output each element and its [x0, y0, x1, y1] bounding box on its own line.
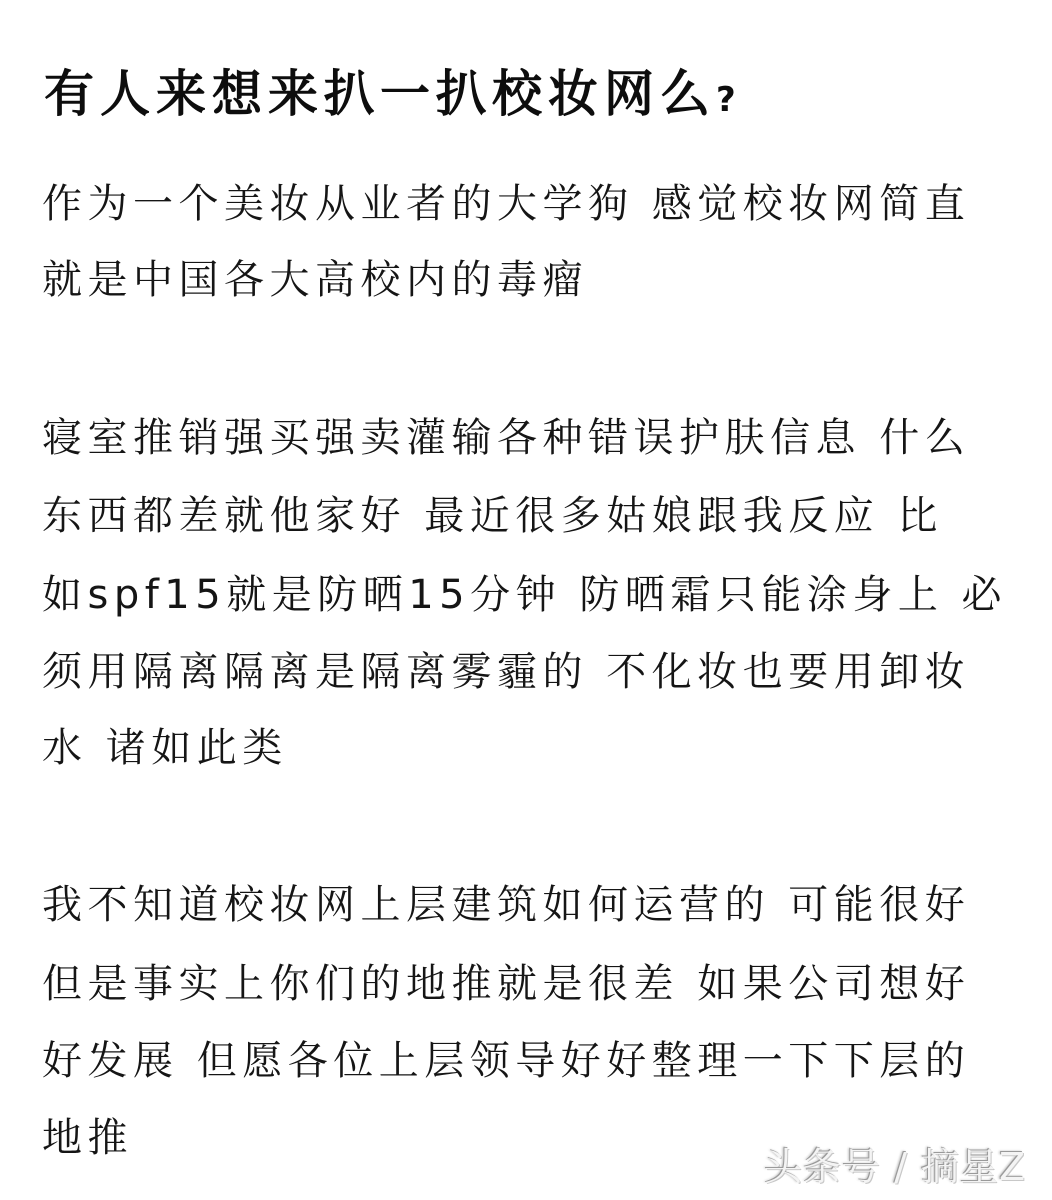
source-watermark: 头条号 / 摘星Z — [764, 1145, 1026, 1189]
paragraph-line: 地推 — [42, 1115, 133, 1161]
article-title — [44, 62, 742, 132]
paragraph-line: 好发展 但愿各位上层领导好好整理一下下层的 — [42, 1038, 971, 1084]
title-text: 有人来想来扒一扒校妆网么 — [44, 65, 716, 123]
paragraph-line: 我不知道校妆网上层建筑如何运营的 可能很好 — [42, 882, 971, 928]
paragraph-line: 就是中国各大高校内的毒瘤 — [42, 257, 588, 303]
paragraph-line: 如spf15就是防晒15分钟 防晒霜只能涂身上 必 — [42, 572, 1008, 618]
paragraph-line: 须用隔离隔离是隔离雾霾的 不化妆也要用卸妆 — [42, 649, 971, 695]
paragraph-line: 作为一个美妆从业者的大学狗 感觉校妆网简直 — [42, 181, 971, 227]
paragraph-line: 但是事实上你们的地推就是很差 如果公司想好 — [42, 961, 971, 1007]
paragraph-line: 寝室推销强买强卖灌输各种错误护肤信息 什么 — [42, 415, 971, 461]
title-question-mark: ? — [716, 80, 742, 120]
paragraph-line: 水 诸如此类 — [42, 725, 288, 771]
paragraph-line: 东西都差就他家好 最近很多姑娘跟我反应 比 — [42, 493, 943, 539]
